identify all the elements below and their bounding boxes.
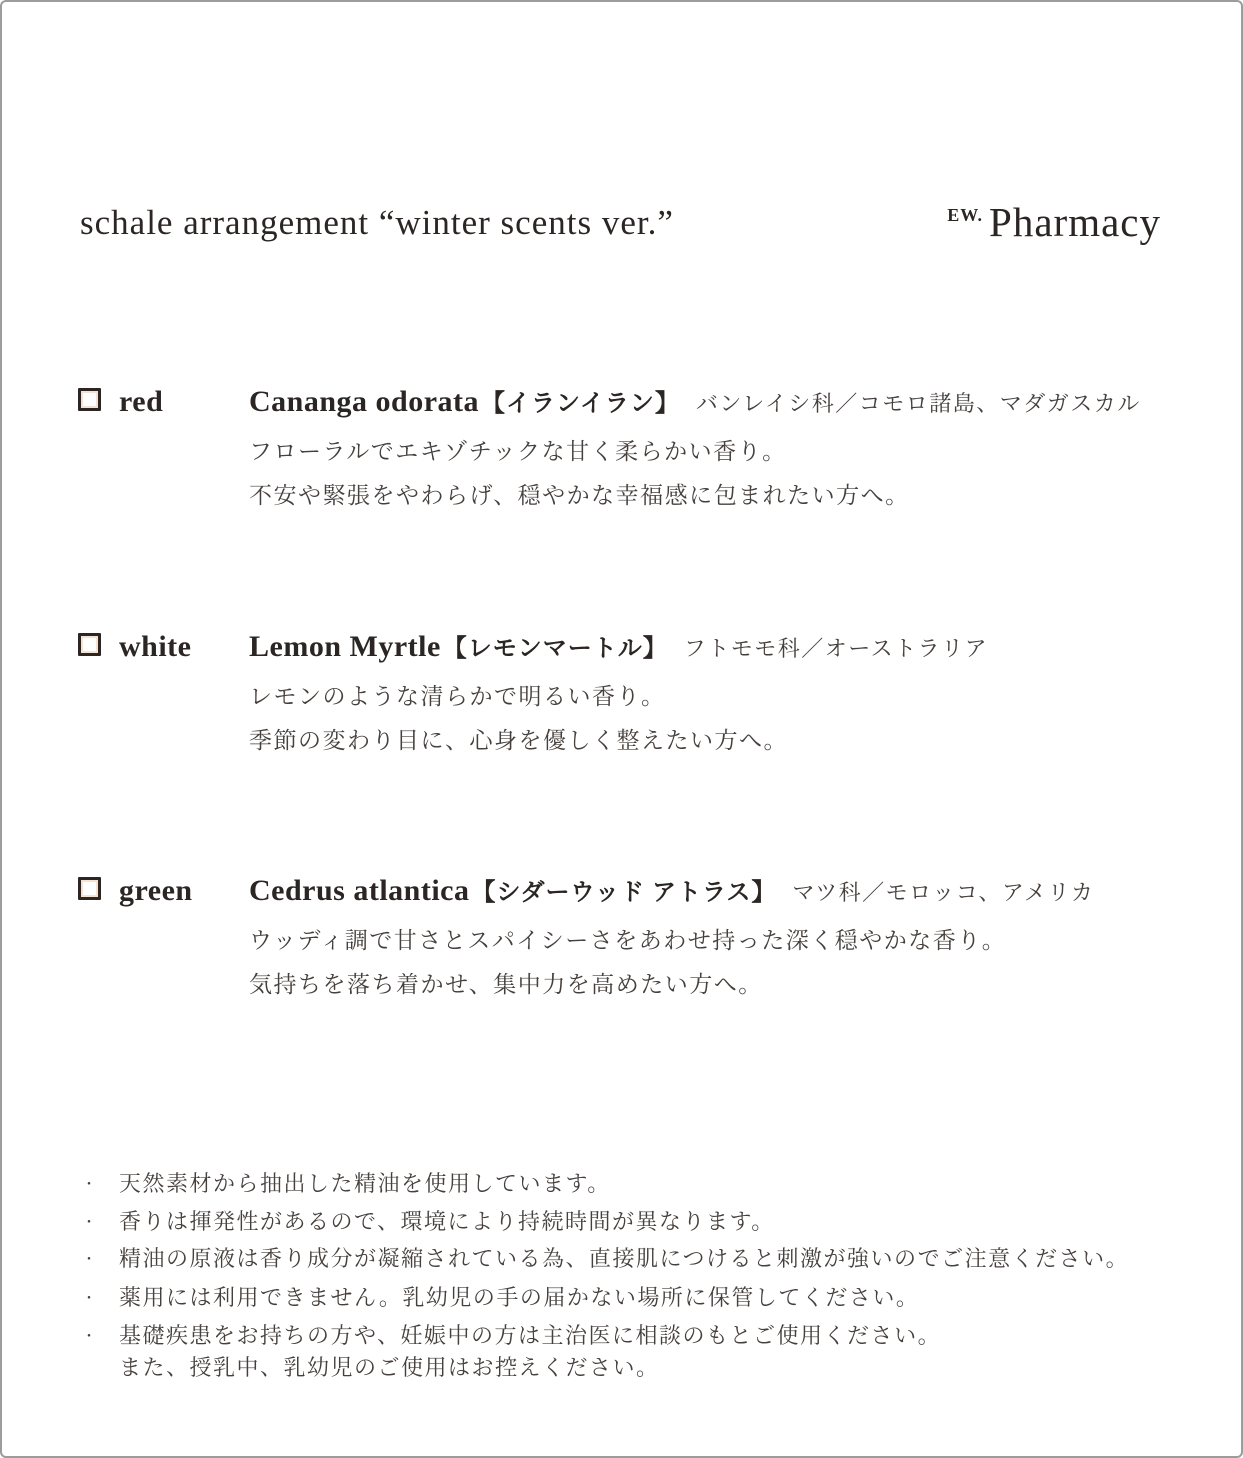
bullet-icon: ・ bbox=[82, 1178, 96, 1193]
description-line-2: 気持ちを落ち着かせ、集中力を高めたい方へ。 bbox=[249, 972, 763, 997]
scent-item-red bbox=[2, 385, 1243, 535]
note-line bbox=[80, 1208, 1200, 1238]
item-heading bbox=[249, 630, 988, 665]
note-line bbox=[80, 1170, 1200, 1200]
bullet-icon: ・ bbox=[82, 1216, 96, 1231]
note-text: 精油の原液は香り成分が凝縮されている為、直接肌につけると刺激が強いのでご注意ください。 bbox=[119, 1246, 1130, 1271]
note-text: 香りは揮発性があるので、環境により持続時間が異なります。 bbox=[119, 1209, 775, 1234]
green-checkbox[interactable] bbox=[78, 877, 101, 900]
description-line-1: フローラルでエキゾチックな甘く柔らかい香り。 bbox=[249, 439, 787, 464]
japanese-name: 【シダーウッド アトラス】 bbox=[471, 880, 777, 906]
japanese-name: 【レモンマートル】 bbox=[442, 636, 668, 662]
note-text: また、授乳中、乳幼児のご使用はお控えください。 bbox=[119, 1355, 660, 1380]
japanese-name: 【イランイラン】 bbox=[481, 391, 680, 417]
brand-prefix: EW. bbox=[947, 205, 984, 225]
color-label-white: white bbox=[119, 630, 192, 663]
notes-list bbox=[80, 1170, 1200, 1400]
scent-item-white bbox=[2, 630, 1243, 780]
brand-name: Pharmacy bbox=[989, 199, 1161, 245]
note-text: 薬用には利用できません。乳幼児の手の届かない場所に保管してください。 bbox=[119, 1285, 920, 1310]
description-line-1: レモンのような清らかで明るい香り。 bbox=[249, 684, 666, 709]
latin-name: Lemon Myrtle bbox=[249, 630, 441, 663]
note-text: 天然素材から抽出した精油を使用しています。 bbox=[119, 1171, 611, 1196]
description-line-2: 季節の変わり目に、心身を優しく整えたい方へ。 bbox=[249, 728, 788, 753]
bullet-icon: ・ bbox=[82, 1292, 96, 1307]
bullet-icon: ・ bbox=[82, 1253, 96, 1268]
scent-item-green bbox=[2, 874, 1243, 1024]
note-line bbox=[80, 1322, 1200, 1352]
color-label-green: green bbox=[119, 874, 193, 907]
note-line bbox=[80, 1245, 1200, 1275]
note-text: 基礎疾患をお持ちの方や、妊娠中の方は主治医に相談のもとご使用ください。 bbox=[119, 1323, 942, 1348]
white-checkbox[interactable] bbox=[78, 633, 101, 656]
bullet-icon: ・ bbox=[82, 1330, 96, 1345]
description-line-1: ウッディ調で甘さとスパイシーさをあわせ持った深く穏やかな香り。 bbox=[249, 928, 1007, 953]
latin-name: Cedrus atlantica bbox=[249, 874, 470, 907]
note-line bbox=[80, 1284, 1200, 1314]
page-title: schale arrangement “winter scents ver.” bbox=[80, 203, 674, 242]
item-heading bbox=[249, 874, 1094, 909]
description-line-2: 不安や緊張をやわらげ、穏やかな幸福感に包まれたい方へ。 bbox=[249, 483, 910, 508]
family-origin: バンレイシ科／コモロ諸島、マダガスカル bbox=[695, 391, 1141, 416]
item-heading bbox=[249, 385, 1141, 420]
color-label-red: red bbox=[119, 385, 164, 418]
family-origin: フトモモ科／オーストラリア bbox=[683, 636, 989, 661]
latin-name: Cananga odorata bbox=[249, 385, 480, 418]
red-checkbox[interactable] bbox=[78, 388, 101, 411]
brand-logo bbox=[947, 200, 1161, 245]
family-origin: マツ科／モロッコ、アメリカ bbox=[792, 880, 1095, 905]
note-continuation-line bbox=[80, 1354, 1200, 1384]
